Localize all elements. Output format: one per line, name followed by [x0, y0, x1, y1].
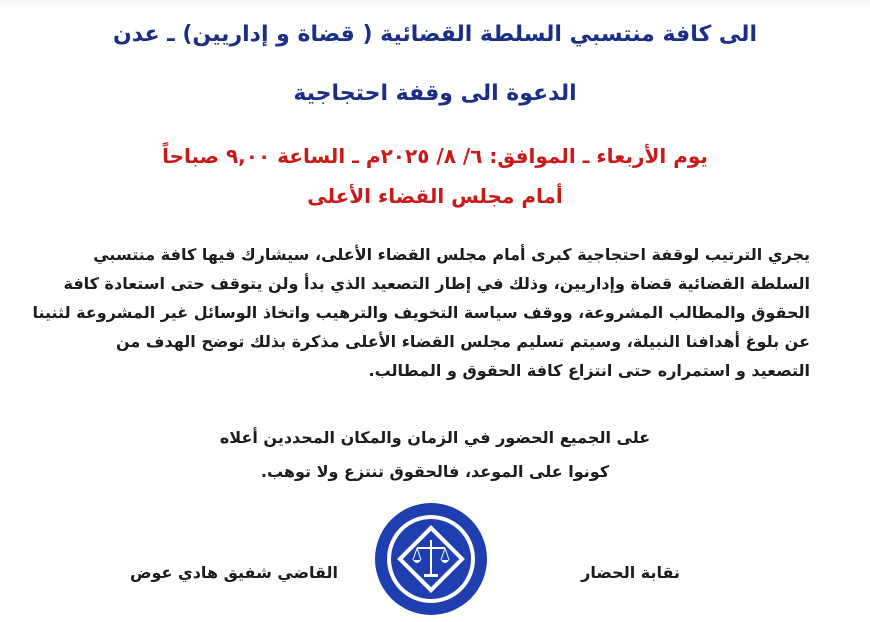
body-line: السلطة القضائية قضاة وإداريين، وذلك في إطار التصعيد الذي بدأ ولن يتوقف حتى استعادة كافة	[63, 274, 810, 293]
signature-right: نقابة الحضار	[581, 563, 680, 582]
event-location: أمام مجلس القضاء الأعلى	[307, 184, 563, 208]
closing-instruction: على الجميع الحضور في الزمان والمكان المحددين أعلاه	[219, 428, 651, 447]
top-edge	[0, 0, 870, 8]
body-line: عن بلوغ أهدافنا النبيلة، وسيتم تسليم مجلس القضاء الأعلى مذكرة بذلك توضح الهدف من	[116, 332, 810, 351]
judges-club-emblem-icon	[372, 500, 490, 618]
announcement-body	[32, 240, 810, 385]
heading-title: الدعوة الى وقفة احتجاجية	[293, 81, 577, 106]
heading-recipients: الى كافة منتسبي السلطة القضائية ( قضاة و إداريين) ـ عدن	[113, 22, 757, 47]
body-line: الحقوق والمطالب المشروعة، ووقف سياسة التخويف والترهيب واتخاذ الوسائل غير المشروعة لثنينا	[32, 303, 810, 322]
signature-left: القاضي شفيق هادي عوض	[130, 563, 339, 582]
event-datetime: يوم الأربعاء ـ الموافق: ٦/ ٨/ ٢٠٢٥م ـ الساعة ٩,٠٠ صباحاً	[162, 144, 708, 168]
body-line: التصعيد و استمراره حتى انتزاع كافة الحقوق و المطالب.	[368, 361, 810, 380]
body-line: يجري الترتيب لوقفة احتجاجية كبرى أمام مجلس القضاء الأعلى، سيشارك فيها كافة منتسبي	[93, 245, 810, 264]
closing-slogan: كونوا على الموعد، فالحقوق تنتزع ولا توهب.	[260, 462, 610, 481]
